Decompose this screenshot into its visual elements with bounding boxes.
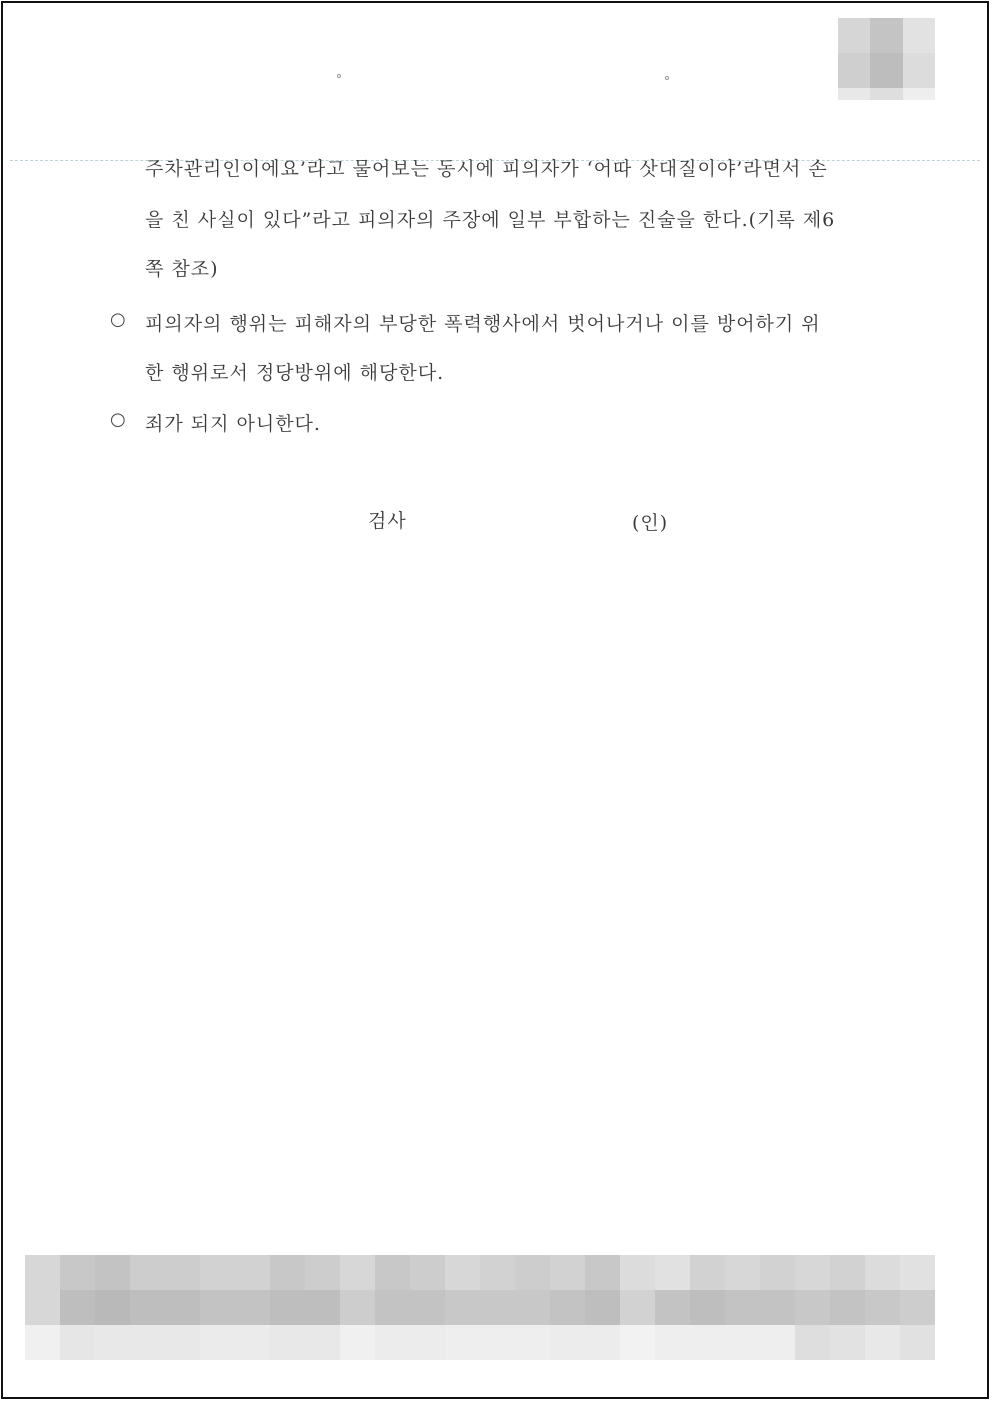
redaction-pixel xyxy=(200,1255,235,1290)
item-line: 한 행위로서 정당방위에 해당한다. xyxy=(145,362,445,384)
item-line: 피의자의 행위는 피해자의 부당한 폭력행사에서 벗어나거나 이를 방어하기 위 xyxy=(145,313,821,335)
redaction-pixel xyxy=(305,1290,340,1325)
scan-artifact-dot xyxy=(665,76,669,80)
redaction-pixel xyxy=(270,1325,305,1360)
redaction-pixel xyxy=(795,1255,830,1290)
redaction-pixel xyxy=(375,1290,410,1325)
redaction-pixel xyxy=(410,1325,445,1360)
redaction-pixel xyxy=(480,1325,515,1360)
redaction-pixel xyxy=(25,1290,60,1325)
redaction-pixel xyxy=(25,1325,60,1360)
redaction-pixel xyxy=(445,1290,480,1325)
redaction-pixel xyxy=(445,1325,480,1360)
bullet-circle: ○ xyxy=(110,309,126,330)
redaction-pixel xyxy=(585,1255,620,1290)
bullet-circle: ○ xyxy=(110,409,126,430)
redaction-pixel xyxy=(690,1325,725,1360)
redaction-pixel xyxy=(95,1325,130,1360)
redaction-pixel xyxy=(585,1290,620,1325)
scan-artifact-dot xyxy=(337,74,341,78)
redaction-pixel xyxy=(130,1325,165,1360)
redaction-pixel xyxy=(410,1255,445,1290)
redaction-pixel xyxy=(550,1290,585,1325)
redaction-pixel xyxy=(235,1255,270,1290)
redaction-pixel xyxy=(725,1290,760,1325)
redaction-pixel xyxy=(620,1290,655,1325)
redaction-pixel xyxy=(760,1290,795,1325)
redaction-pixel xyxy=(200,1290,235,1325)
redaction-pixel xyxy=(480,1290,515,1325)
redaction-pixel xyxy=(130,1255,165,1290)
redaction-pixel xyxy=(340,1290,375,1325)
redaction-pixel xyxy=(830,1255,865,1290)
redaction-pixel xyxy=(900,1255,935,1290)
redaction-pixel xyxy=(515,1290,550,1325)
redacted-header-stamp xyxy=(838,18,935,100)
redaction-pixel xyxy=(900,1290,935,1325)
redaction-pixel xyxy=(725,1255,760,1290)
redaction-pixel xyxy=(690,1290,725,1325)
signature-title: 검사 xyxy=(368,510,407,532)
redaction-pixel xyxy=(480,1255,515,1290)
redaction-pixel xyxy=(760,1325,795,1360)
redaction-pixel xyxy=(655,1255,690,1290)
redaction-pixel xyxy=(200,1325,235,1360)
redaction-pixel xyxy=(515,1325,550,1360)
redaction-pixel xyxy=(60,1290,95,1325)
signature-seal: (인) xyxy=(632,512,669,534)
redaction-pixel xyxy=(270,1255,305,1290)
redaction-pixel xyxy=(830,1325,865,1360)
redaction-pixel xyxy=(165,1255,200,1290)
redaction-pixel xyxy=(585,1325,620,1360)
redaction-pixel xyxy=(550,1255,585,1290)
redaction-pixel xyxy=(445,1255,480,1290)
redaction-pixel xyxy=(725,1325,760,1360)
redaction-pixel xyxy=(550,1325,585,1360)
redaction-pixel xyxy=(235,1290,270,1325)
redaction-pixel xyxy=(690,1255,725,1290)
redaction-pixel xyxy=(130,1290,165,1325)
redaction-pixel xyxy=(95,1290,130,1325)
redaction-pixel xyxy=(655,1325,690,1360)
item-line: 죄가 되지 아니한다. xyxy=(145,413,321,435)
redaction-pixel xyxy=(760,1255,795,1290)
redaction-pixel xyxy=(305,1325,340,1360)
redaction-pixel xyxy=(620,1325,655,1360)
redaction-pixel xyxy=(340,1325,375,1360)
redaction-pixel xyxy=(25,1255,60,1290)
redaction-pixel xyxy=(900,1325,935,1360)
redaction-pixel xyxy=(305,1255,340,1290)
redaction-pixel xyxy=(620,1255,655,1290)
paragraph-line: 주차관리인이에요’라고 물어보는 동시에 피의자가 ‘어따 삿대질이야’라면서 손 xyxy=(145,158,828,180)
redaction-pixel xyxy=(865,1255,900,1290)
redaction-pixel xyxy=(655,1290,690,1325)
paragraph-line: 쪽 참조) xyxy=(145,258,219,280)
redaction-pixel xyxy=(270,1290,305,1325)
redacted-footer xyxy=(25,1255,935,1360)
redaction-pixel xyxy=(95,1255,130,1290)
redaction-pixel xyxy=(340,1255,375,1290)
redaction-pixel xyxy=(515,1255,550,1290)
redaction-pixel xyxy=(830,1290,865,1325)
redaction-pixel xyxy=(795,1325,830,1360)
redaction-pixel xyxy=(865,1290,900,1325)
redaction-pixel xyxy=(165,1290,200,1325)
redaction-pixel xyxy=(60,1325,95,1360)
redaction-pixel xyxy=(375,1255,410,1290)
redaction-pixel xyxy=(795,1290,830,1325)
redaction-pixel xyxy=(165,1325,200,1360)
redaction-pixel xyxy=(60,1255,95,1290)
redaction-pixel xyxy=(410,1290,445,1325)
redaction-pixel xyxy=(865,1325,900,1360)
redaction-pixel xyxy=(375,1325,410,1360)
redaction-pixel xyxy=(235,1325,270,1360)
paragraph-line: 을 친 사실이 있다”라고 피의자의 주장에 일부 부합하는 진술을 한다.(기록 제6 xyxy=(145,209,836,231)
